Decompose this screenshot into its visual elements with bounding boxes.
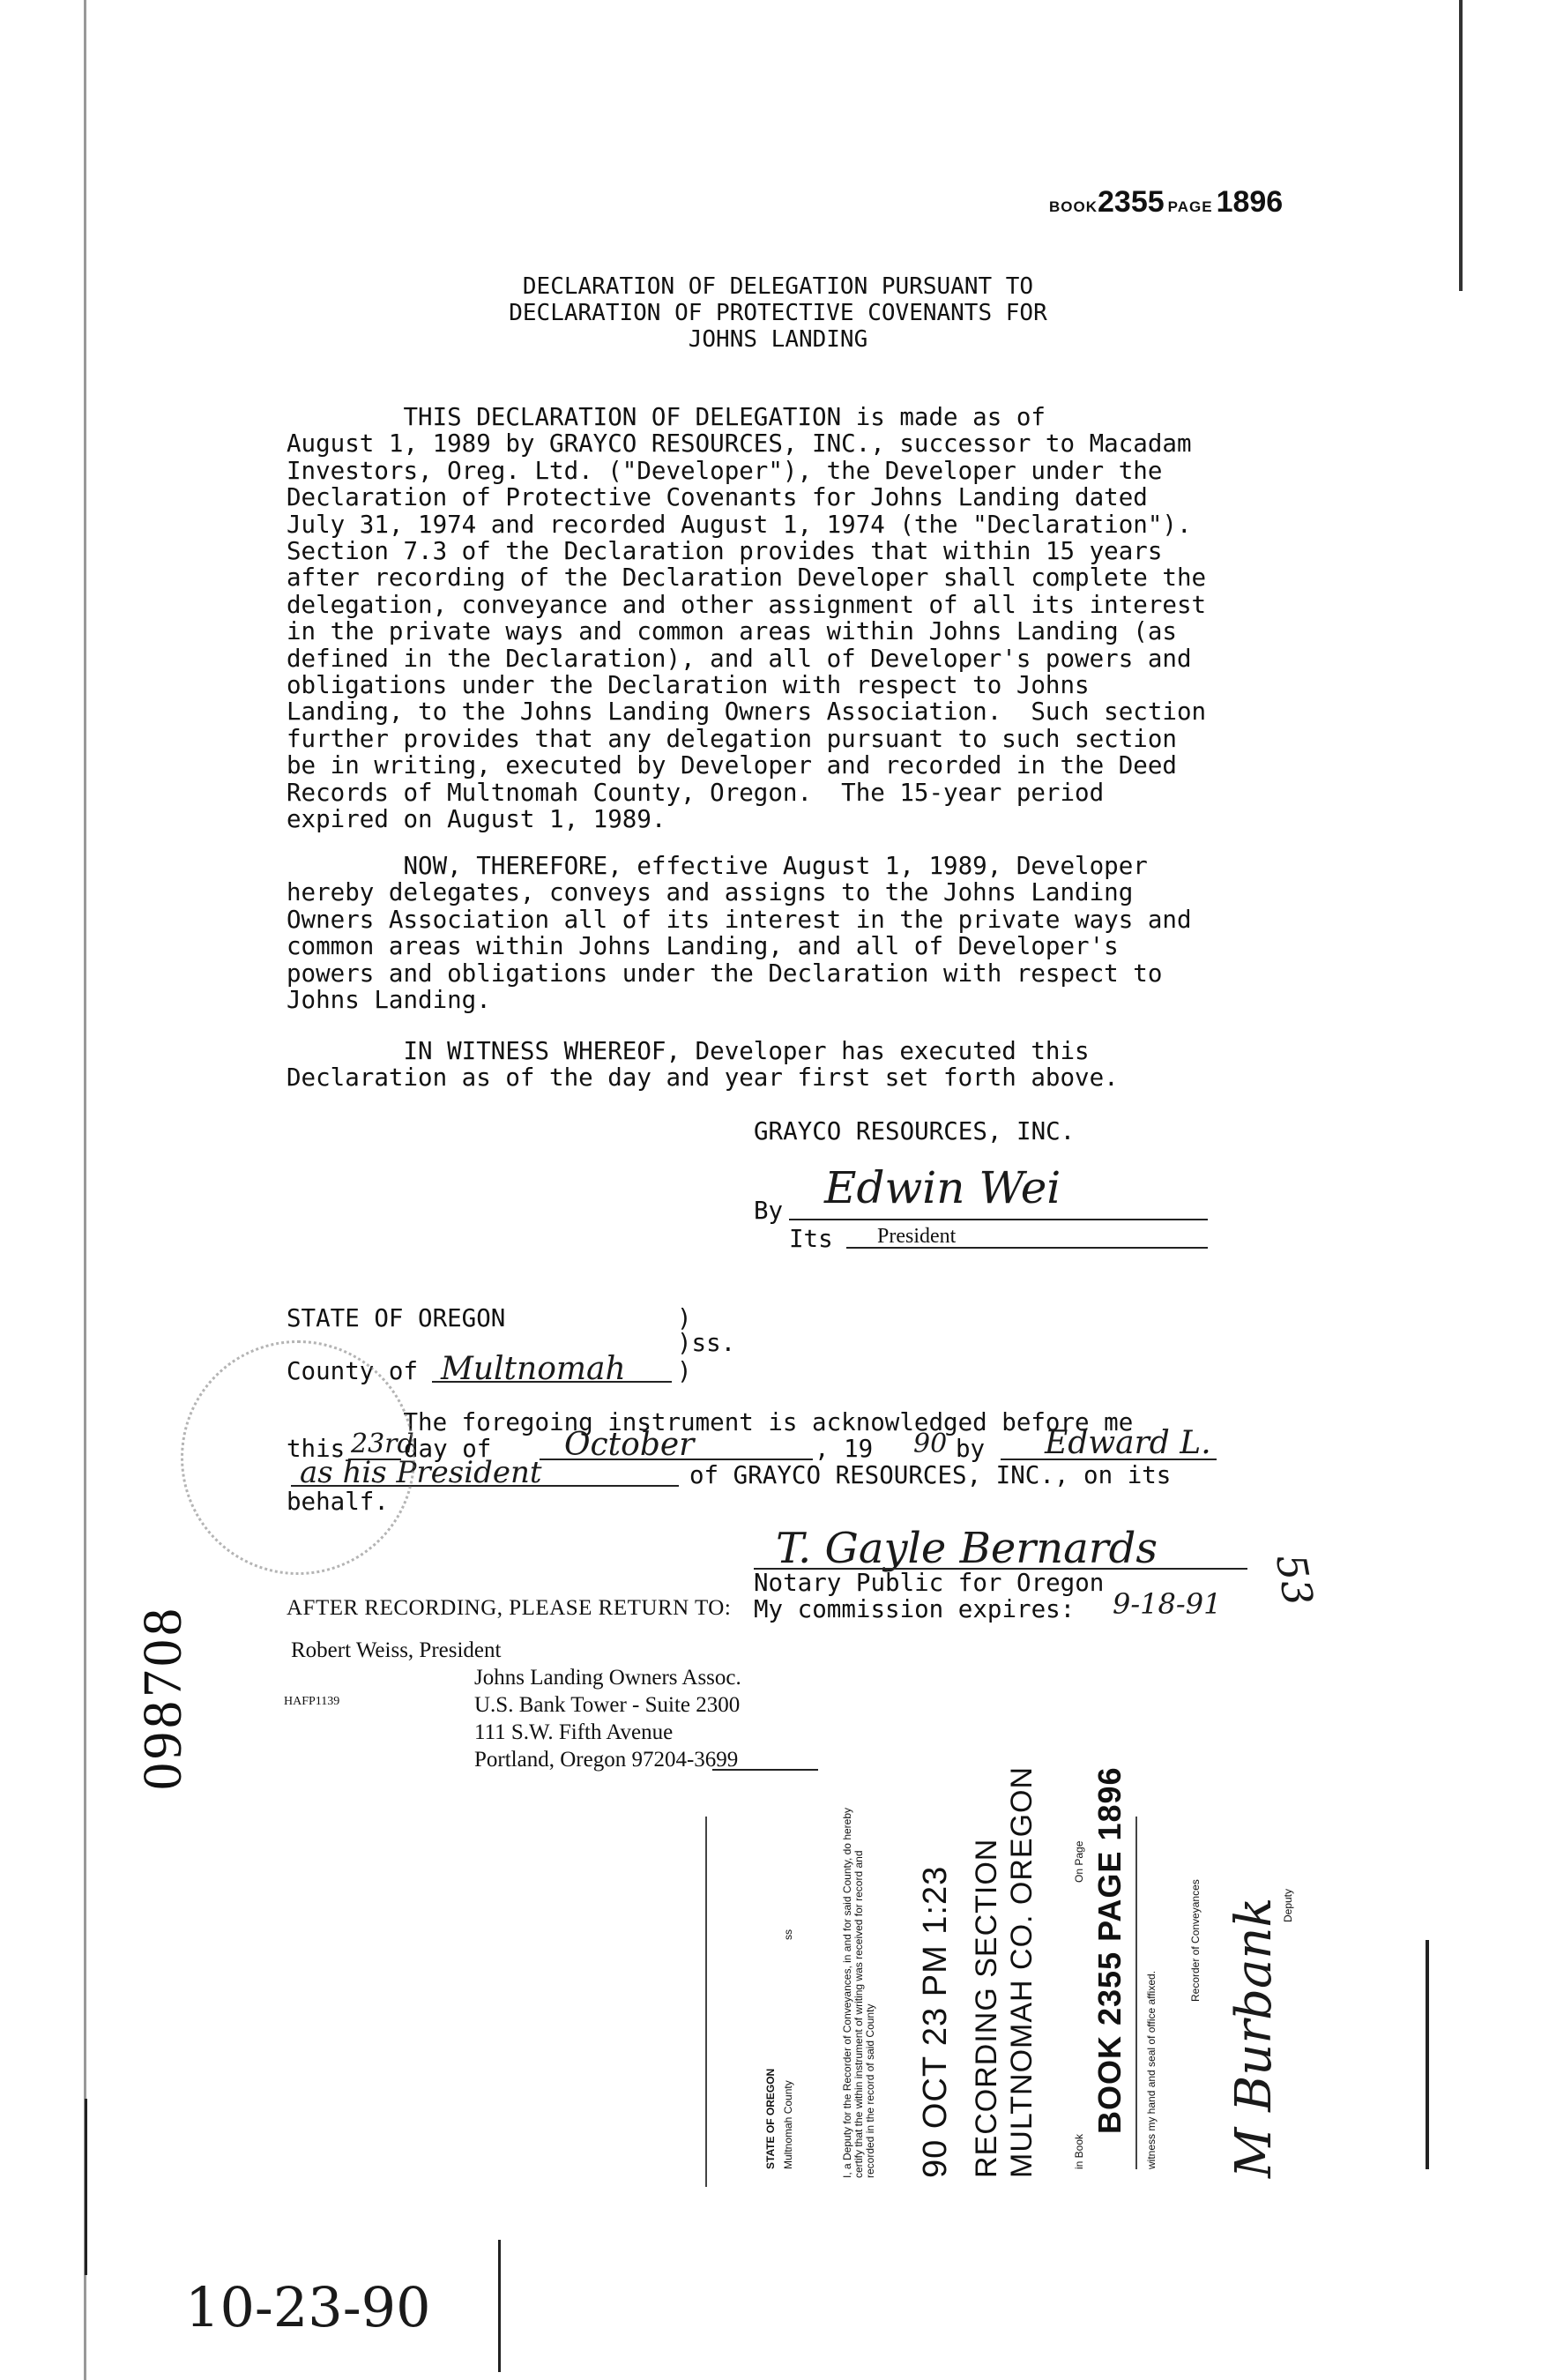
page-label: PAGE	[1167, 198, 1213, 215]
body-line: Declaration of Protective Covenants for Johns Landing dated	[287, 483, 1148, 512]
stamp-county: Multnomah County	[782, 2080, 794, 2169]
body-line: delegation, conveyance and other assignment of all its interest	[287, 590, 1207, 619]
notary-seal	[181, 1340, 415, 1575]
stamp-recorder: Recorder of Conveyances	[1189, 1879, 1202, 2002]
handwritten-date: 10-23-90	[185, 2275, 431, 2339]
stamp-deputy: Deputy	[1282, 1888, 1294, 1922]
county-value: Multnomah	[441, 1351, 626, 1387]
acknowledged-name: Edward L.	[1045, 1425, 1211, 1461]
scan-edge-right	[1459, 0, 1463, 291]
scan-artifact-bottom	[498, 2240, 501, 2372]
body-line: further provides that any delegation pursuant to such section	[287, 724, 1177, 753]
notary-ss: )ss.	[677, 1329, 736, 1357]
stamp-in-book: in Book	[1073, 2133, 1085, 2169]
body-line: Investors, Oreg. Ltd. ("Developer"), the Developer under the	[287, 456, 1163, 485]
company-name: GRAYCO RESOURCES, INC.	[754, 1117, 1076, 1145]
commission-value: 9-18-91	[1113, 1587, 1222, 1621]
paragraph-2	[287, 853, 1192, 1013]
this-label: this	[287, 1435, 346, 1463]
notary-paren-1: )	[677, 1304, 692, 1332]
by-label: By	[754, 1197, 784, 1225]
file-code: HAFP1139	[284, 1695, 340, 1708]
zip-underline	[712, 1769, 818, 1771]
body-line: Records of Multnomah County, Oregon. The 15-year period	[287, 778, 1105, 807]
book-label: BOOK	[1049, 198, 1098, 215]
stamp-certify-text: I, a Deputy for the Recorder of Conveyances, in and for said County, do hereby certify that the within instrument of writing was received for record and recorded in the record of said County	[841, 1807, 876, 2178]
president-signature: Edwin Wei	[824, 1162, 1061, 1213]
day-label: day of	[404, 1435, 492, 1463]
body-line: Declaration as of the day and year first set forth above.	[287, 1063, 1119, 1093]
notary-by-label: by	[956, 1435, 986, 1463]
page-mark: 53	[1266, 1550, 1323, 1610]
body-line: after recording of the Declaration Developer shall complete the	[287, 563, 1207, 593]
body-line: THIS DECLARATION OF DELEGATION is made as of	[287, 403, 1046, 431]
return-address	[291, 1637, 501, 1664]
return-label: AFTER RECORDING, PLEASE RETURN TO:	[287, 1596, 732, 1620]
body-line: expired on August 1, 1989.	[287, 805, 666, 834]
of-company: of GRAYCO RESOURCES, INC., on its	[689, 1461, 1172, 1489]
notary-signature: T. Gayle Bernards	[776, 1524, 1158, 1573]
stamp-datetime: 90 OCT 23 PM 1:23	[917, 1865, 954, 2178]
month-value: October	[564, 1427, 695, 1463]
county-label: County of	[287, 1357, 419, 1385]
book-page-header	[1049, 185, 1283, 220]
body-line: NOW, THEREFORE, effective August 1, 1989, Developer	[287, 852, 1148, 880]
document-title	[0, 273, 1556, 353]
year-value: 90	[913, 1429, 948, 1459]
body-line: powers and obligations under the Declaration with respect to	[287, 959, 1163, 988]
signer-title: President	[877, 1225, 957, 1248]
document-number: 098708	[133, 1605, 193, 1790]
body-line: Owners Association all of its interest in the private ways and	[287, 905, 1192, 934]
stamp-divider	[1135, 1817, 1137, 2169]
body-line: common areas within Johns Landing, and all of Developer's	[287, 932, 1119, 961]
stamp-witness: witness my hand and seal of office affixed.	[1145, 1970, 1158, 2169]
stamp-state: STATE OF OREGON	[764, 2068, 777, 2169]
body-line: in the private ways and common areas within Johns Landing (as	[287, 617, 1177, 646]
body-line: Johns Landing.	[287, 986, 491, 1015]
paragraph-3	[287, 1038, 1119, 1092]
body-line: August 1, 1989 by GRAYCO RESOURCES, INC., successor to Macadam	[287, 429, 1192, 459]
scan-edge-left	[84, 0, 86, 2380]
body-line: July 31, 1974 and recorded August 1, 1974 (the "Declaration").	[287, 510, 1192, 539]
its-label: Its	[789, 1225, 833, 1253]
body-line: Landing, to the Johns Landing Owners Association. Such section	[287, 698, 1207, 727]
body-line: Section 7.3 of the Declaration provides that within 15 years	[287, 537, 1163, 566]
ack-line-1: The foregoing instrument is acknowledged before me	[287, 1408, 1134, 1436]
paragraph-1	[287, 404, 1206, 833]
page-number: 1896	[1216, 185, 1284, 219]
return-line-4: 111 S.W. Fifth Avenue	[474, 1720, 674, 1744]
title-line-3: JOHNS LANDING	[688, 326, 868, 353]
title-line-1: DECLARATION OF DELEGATION PURSUANT TO	[522, 273, 1034, 300]
body-line: be in writing, executed by Developer and recorded in the Deed	[287, 751, 1177, 780]
stamp-on-page: On Page	[1073, 1840, 1085, 1883]
body-line: obligations under the Declaration with respect to Johns	[287, 671, 1090, 700]
notary-state: STATE OF OREGON	[287, 1304, 506, 1332]
behalf: behalf.	[287, 1488, 389, 1516]
stamp-book: BOOK 2355 PAGE 1896	[1091, 1766, 1128, 2134]
return-line-3: U.S. Bank Tower - Suite 2300	[474, 1693, 741, 1717]
scan-artifact-left	[85, 2099, 87, 2275]
return-address-lines	[474, 1664, 741, 1773]
return-line-5: Portland, Oregon 97204-3699	[474, 1748, 739, 1772]
notary-title: Notary Public for Oregon	[754, 1569, 1105, 1597]
year-prefix: , 19	[815, 1435, 874, 1463]
stamp-deputy-signature: M Burbank	[1225, 1897, 1283, 2178]
body-line: IN WITNESS WHEREOF, Developer has executed this	[287, 1037, 1090, 1065]
stamp-ss: ss	[782, 1929, 794, 1940]
return-name: Robert Weiss, President	[291, 1638, 502, 1662]
signature-line	[789, 1219, 1208, 1220]
day-value: 23rd	[351, 1429, 414, 1459]
notary-paren-3: )	[677, 1357, 692, 1385]
body-line: defined in the Declaration), and all of Developer's powers and	[287, 644, 1192, 673]
body-line: hereby delegates, conveys and assigns to the Johns Landing	[287, 878, 1134, 907]
book-number: 2355	[1098, 185, 1165, 219]
commission-label: My commission expires:	[754, 1595, 1076, 1623]
return-line-2: Johns Landing Owners Assoc.	[474, 1666, 741, 1690]
stamp-section: RECORDING SECTION	[970, 1838, 1003, 2178]
stamp-office: MULTNOMAH CO. OREGON	[1005, 1765, 1039, 2178]
title-line-2: DECLARATION OF PROTECTIVE COVENANTS FOR	[509, 300, 1047, 326]
as-value: as his President	[300, 1455, 542, 1490]
scan-artifact-right	[1426, 1940, 1429, 2169]
